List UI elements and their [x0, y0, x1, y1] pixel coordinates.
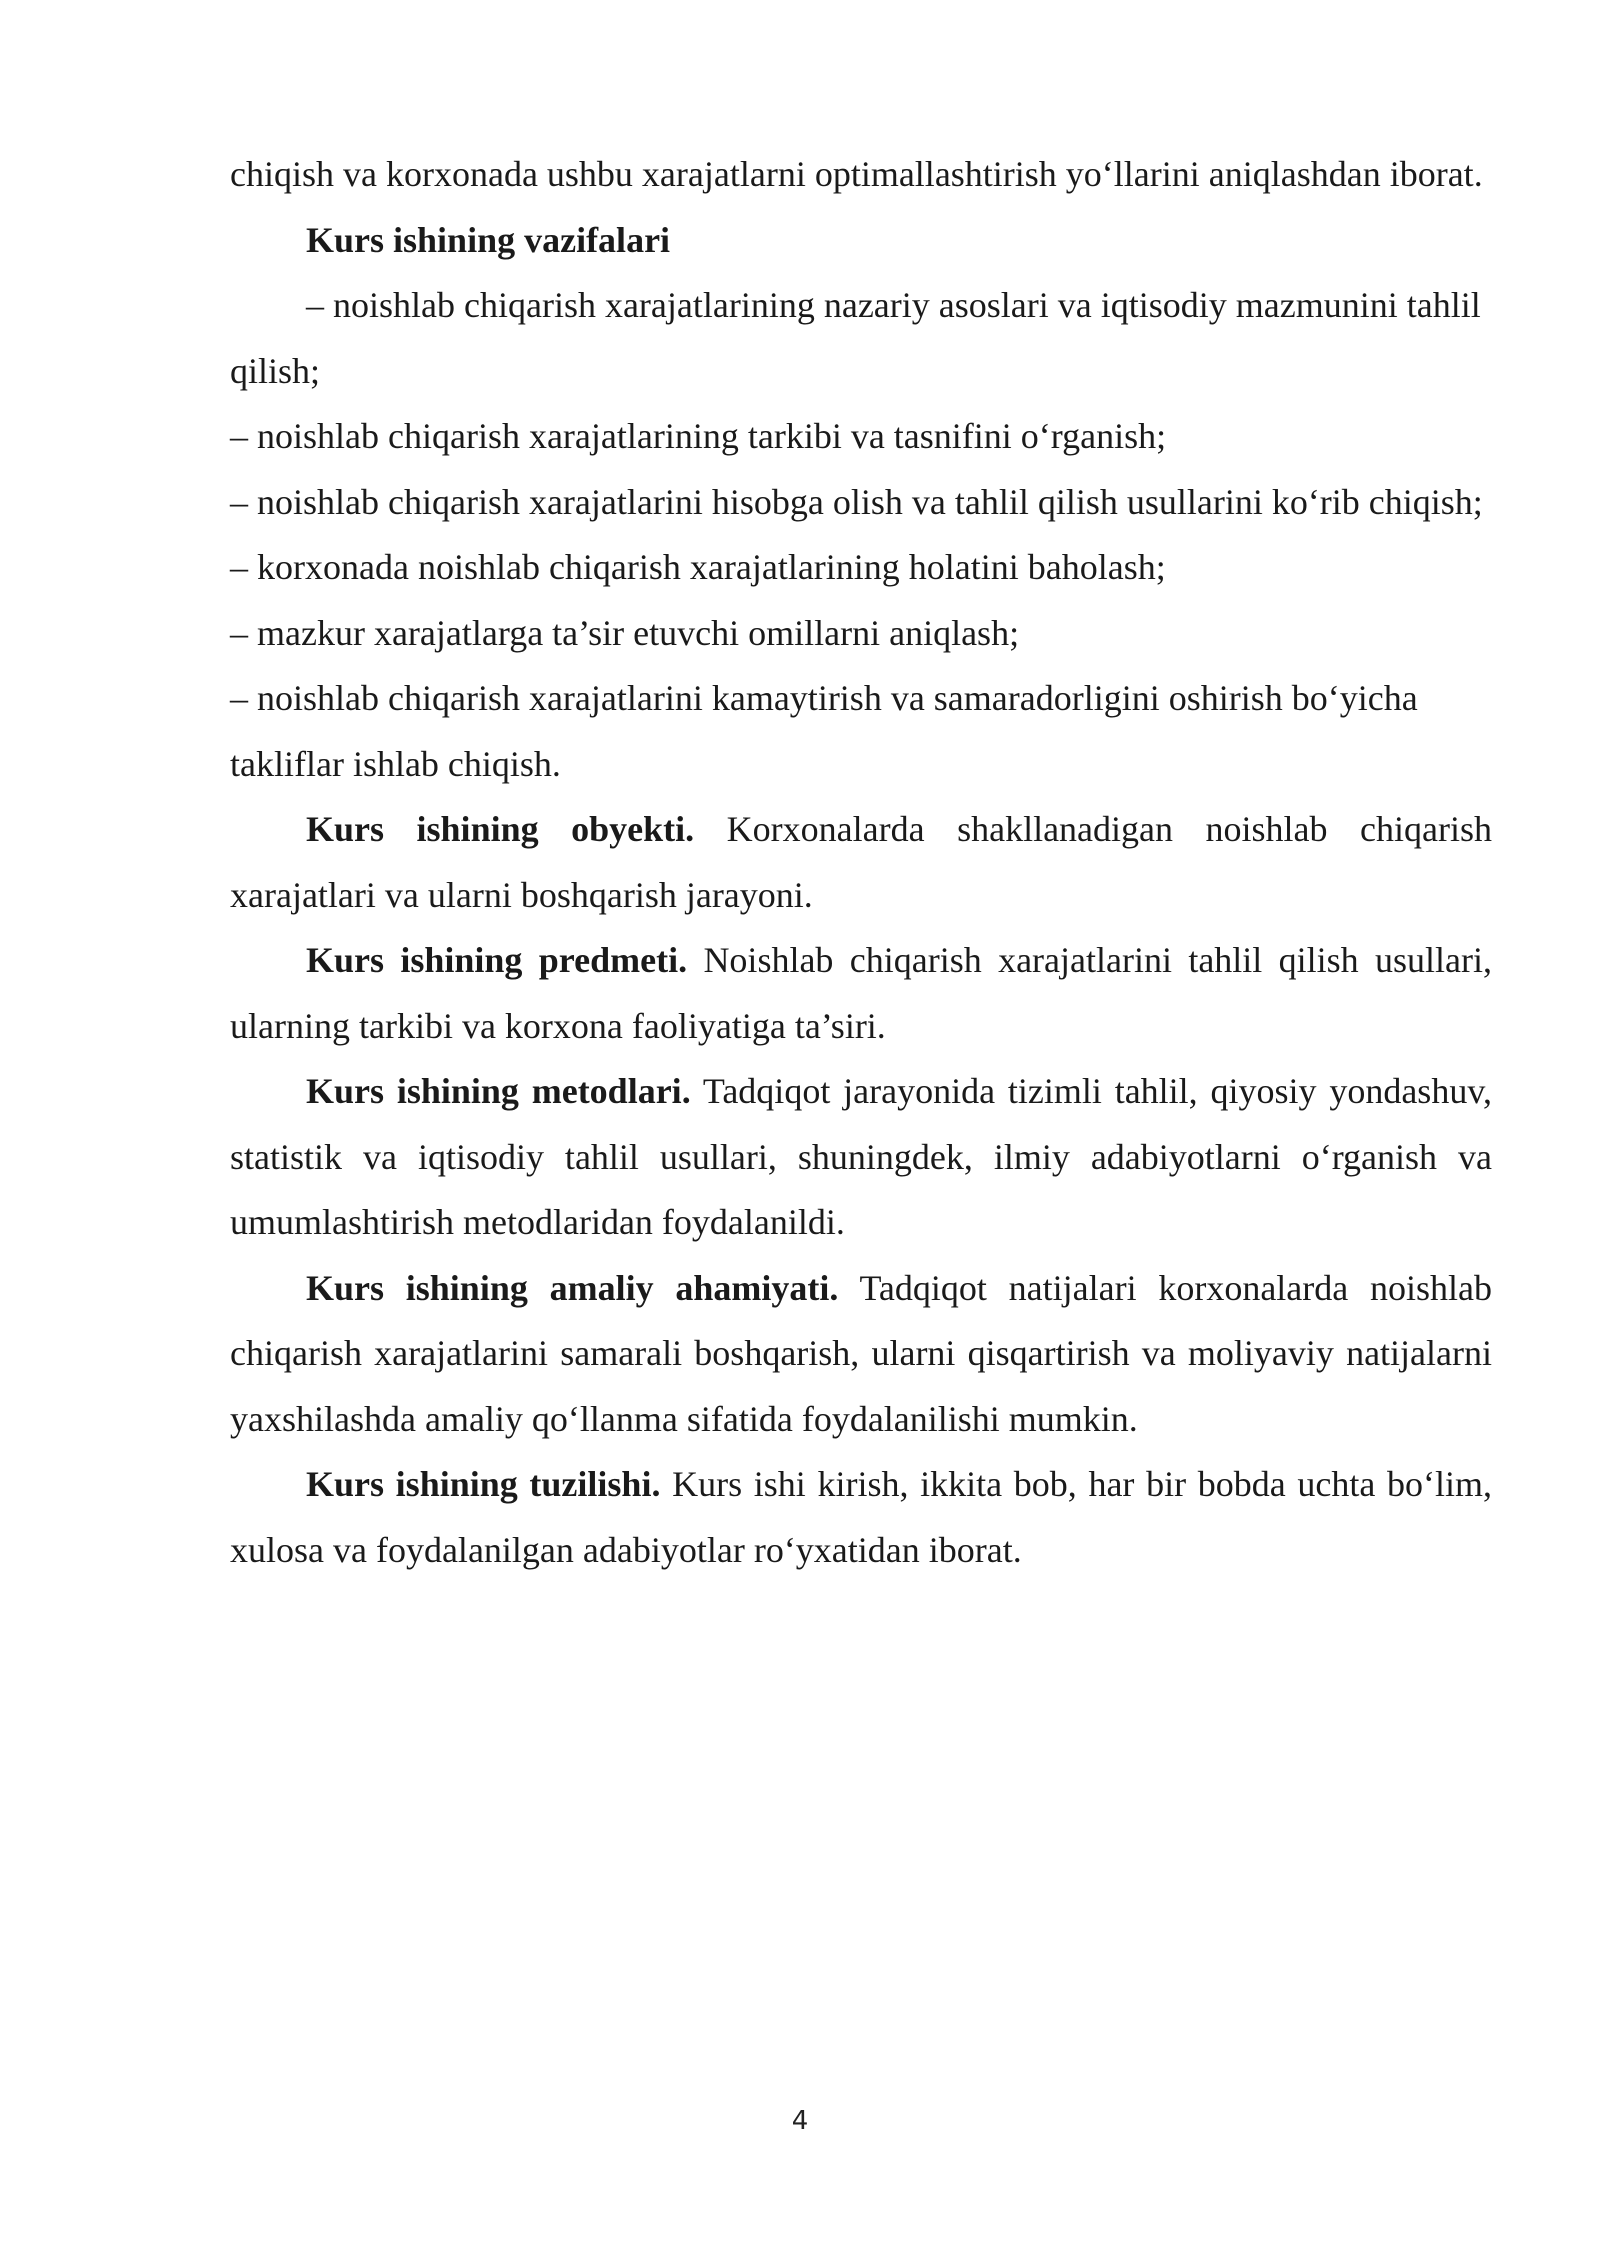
subject-paragraph: [230, 928, 1492, 1059]
practical-significance-label: Kurs ishining amaliy ahamiyati.: [306, 1267, 839, 1308]
practical-significance-text: Tadqiqot natijalari korxonalarda noishlab chiqarish xarajatlarini samarali boshqarish, ularni qisqartirish va moliyaviy natijalarni yaxshilashda amaliy qo‘llanma sifatida foydalanilishi mumkin.: [230, 1267, 1492, 1439]
methods-text: Tadqiqot jarayonida tizimli tahlil, qiyosiy yondashuv, statistik va iqtisodiy tahlil usullari, shuningdek, ilmiy adabiyotlarni o‘rganish va umumlashtirish metodlaridan foydalanildi.: [230, 1071, 1492, 1242]
page-number: 4: [791, 2106, 809, 2136]
object-text: Korxonalarda shakllanadigan noishlab chiqarish xarajatlari va ularni boshqarish jarayoni.: [230, 809, 1492, 915]
practical-significance-paragraph: [230, 1256, 1492, 1453]
methods-label: Kurs ishining metodlari.: [306, 1071, 691, 1111]
task-item-4: – korxonada noishlab chiqarish xarajatlarining holatini baholash;: [230, 547, 1166, 587]
task-item-5: – mazkur xarajatlarga ta’sir etuvchi omillarni aniqlash;: [230, 612, 1020, 653]
structure-paragraph: [230, 1452, 1492, 1583]
object-label: Kurs ishining obyekti.: [306, 809, 695, 849]
page-content: [230, 142, 1492, 1583]
tasks-heading: Kurs ishining vazifalari: [306, 219, 671, 260]
subject-label: Kurs ishining predmeti.: [306, 940, 688, 980]
task-item-2: – noishlab chiqarish xarajatlarining tarkibi va tasnifini o‘rganish;: [230, 416, 1167, 456]
task-item-1: – noishlab chiqarish xarajatlarining nazariy asoslari va iqtisodiy mazmunini tahlil qilish;: [230, 285, 1481, 391]
structure-text: Kurs ishi kirish, ikkita bob, har bir bobda uchta bo‘lim, xulosa va foydalanilgan adabiyotlar ro‘yxatidan iborat.: [230, 1464, 1492, 1570]
methods-paragraph: [230, 1059, 1492, 1256]
task-item-3: – noishlab chiqarish xarajatlarini hisobga olish va tahlil qilish usullarini ko‘rib chiqish;: [230, 481, 1483, 522]
structure-label: Kurs ishining tuzilishi.: [306, 1464, 661, 1504]
subject-text: Noishlab chiqarish xarajatlarini tahlil qilish usullari, ularning tarkibi va korxona faoliyatiga ta’siri.: [230, 940, 1492, 1046]
object-paragraph: [230, 797, 1492, 928]
task-item-6: – noishlab chiqarish xarajatlarini kamaytirish va samaradorligini oshirish bo‘yicha takliflar ishlab chiqish.: [230, 678, 1418, 784]
intro-continuation-paragraph: chiqish va korxonada ushbu xarajatlarni optimallashtirish yo‘llarini aniqlashdan iborat.: [230, 154, 1483, 194]
